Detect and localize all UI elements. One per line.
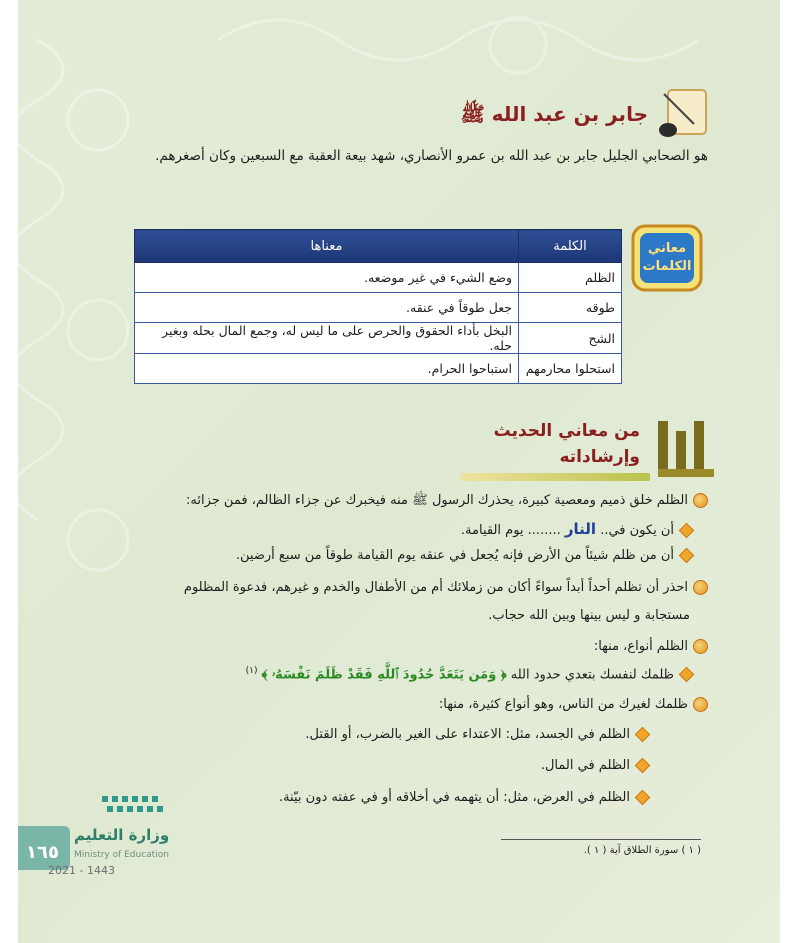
table-row	[135, 263, 622, 293]
list-item	[236, 548, 692, 563]
hadith-title-line1: من معاني الحديث	[493, 421, 640, 441]
vocab-word: الظلم	[519, 263, 622, 293]
item-text: أن من ظلم شيئاً من الأرض فإنه يُجعل في عنقه يوم القيامة طوقاً من سبع أرضين.	[235, 548, 674, 563]
diamond-bullet-icon	[679, 548, 695, 564]
vocab-header-meaning: معناها	[135, 230, 519, 263]
ornament-left	[18, 0, 158, 800]
vocab-word: الشح	[519, 323, 622, 354]
bio-title: جابر بن عبد الله ﷺ	[460, 102, 648, 126]
publisher-name-en: Ministry of Education	[74, 850, 169, 860]
item-text: ظلمك لنفسك بتعدي حدود الله	[510, 667, 674, 683]
orange-circle-bullet-icon	[693, 697, 708, 712]
footnote-divider	[501, 839, 701, 840]
diamond-bullet-icon	[635, 727, 651, 743]
hadith-title-line2: وإرشاداته	[559, 447, 640, 467]
hadith-title-bar	[460, 473, 650, 481]
vocab-table	[134, 229, 622, 384]
list-item	[439, 697, 708, 712]
list-item	[461, 520, 692, 538]
table-row	[135, 293, 622, 323]
ministry-logo-icon	[100, 794, 170, 824]
quran-verse: ﴿ وَمَن يَتَعَدَّ حُدُودَ ٱللَّهِ فَقَدْ ظَلَمَ نَفْسَهُۥ ﴾	[261, 667, 507, 683]
vocab-header-word: الكلمة	[519, 230, 622, 263]
hadith-heading	[460, 417, 650, 479]
item-text: ظلمك لغيرك من الناس، وهو أنواع كثيرة، منها:	[438, 697, 688, 712]
diamond-bullet-icon	[679, 667, 695, 683]
vocab-meaning: استباحوا الحرام.	[135, 354, 519, 384]
vocab-header-row	[135, 230, 622, 263]
item-text: مستجابة و ليس بينها وبين الله حجاب.	[488, 608, 690, 623]
list-item	[186, 492, 708, 511]
highlighted-word: النار	[564, 520, 597, 538]
diamond-bullet-icon	[679, 523, 695, 539]
list-item	[305, 727, 648, 742]
orange-circle-bullet-icon	[693, 639, 708, 654]
quill-scroll-icon	[654, 84, 710, 142]
item-text: الظلم خلق ذميم ومعصية كبيرة، يحذرك الرسول ﷺ منه فيخبرك عن جزاء الظالم، فمن جزائه:	[186, 493, 688, 508]
footnote: ( ١ ) سورة الطلاق آية ( ١ ).	[583, 845, 701, 856]
list-item	[246, 666, 692, 682]
list-item	[184, 580, 708, 595]
list-item	[594, 639, 708, 654]
list-item	[279, 790, 648, 805]
vocab-meaning: وضع الشيء في غير موضعه.	[135, 263, 519, 293]
item-text: الظلم أنواع، منها:	[593, 639, 688, 654]
orange-circle-bullet-icon	[693, 493, 708, 508]
vocab-meaning: البخل بأداء الحقوق والحرص على ما ليس له، وجمع المال بحله وبغير حله.	[135, 323, 519, 354]
item-text: أن يكون في..	[600, 523, 674, 538]
item-text: ........ يوم القيامة.	[460, 523, 561, 538]
footnote-ref: (١)	[245, 666, 258, 676]
list-item	[541, 758, 648, 773]
item-text: احذر أن تظلم أحداً أبداً سواءً أكان من زملائك أم من الأطفال والخدم و غيرهم، فدعوة المظلوم	[183, 580, 688, 595]
item-text: الظلم في العرض، مثل: أن يتهمه في أخلاقه أو في عفته دون بيّنة.	[278, 790, 630, 805]
ornament-top	[218, 0, 718, 90]
calligraphy-logo-icon	[654, 417, 718, 481]
vocab-badge-label: معاني الكلمات	[642, 241, 692, 274]
publisher-name: وزارة التعليم	[74, 826, 170, 844]
book-page	[18, 0, 780, 943]
diamond-bullet-icon	[635, 758, 651, 774]
vocab-word: استحلوا محارمهم	[519, 354, 622, 384]
list-item-continuation	[488, 608, 690, 623]
item-text: الظلم في الجسد، مثل: الاعتداء على الغير بالضرب، أو القتل.	[305, 727, 630, 742]
publication-year: 2021 - 1443	[48, 864, 115, 877]
page-number: ١٦٥	[26, 842, 59, 863]
item-text: الظلم في المال.	[540, 758, 630, 773]
bio-text: هو الصحابي الجليل جابر بن عبد الله بن عمرو الأنصاري، شهد بيعة العقبة مع السبعين وكان أصغرهم.	[155, 148, 708, 164]
table-row	[135, 354, 622, 384]
table-row	[135, 323, 622, 354]
orange-circle-bullet-icon	[693, 580, 708, 595]
vocab-meaning: جعل طوقاً في عنقه.	[135, 293, 519, 323]
vocab-word: طوقه	[519, 293, 622, 323]
diamond-bullet-icon	[635, 790, 651, 806]
